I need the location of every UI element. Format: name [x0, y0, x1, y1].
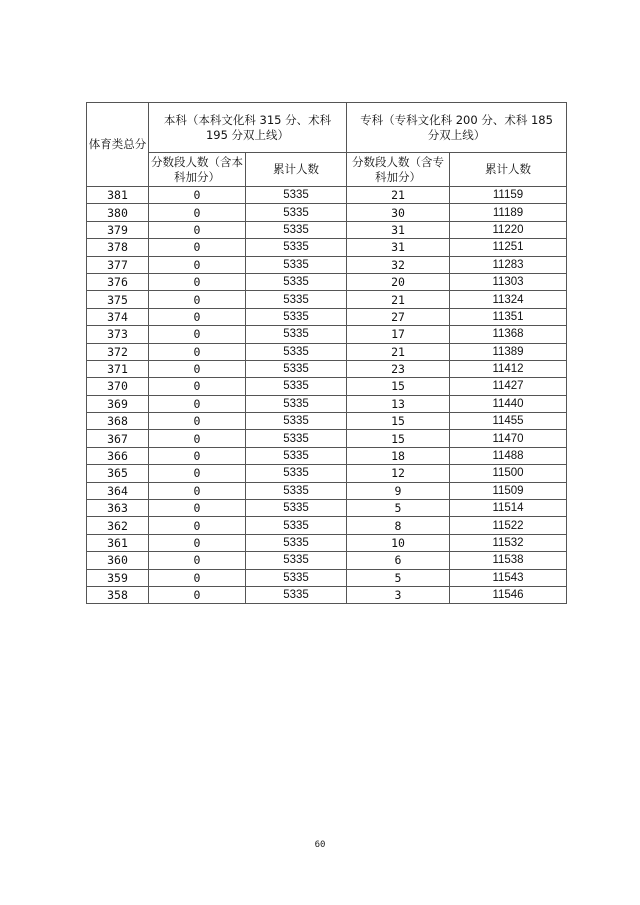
- zhuanke-cumulative-cell: 11189: [450, 204, 567, 221]
- benke-cumulative-cell: 5335: [246, 395, 347, 412]
- benke-group-header: [149, 103, 347, 153]
- benke-cumulative-cell: 5335: [246, 569, 347, 586]
- zhuanke-cumulative-cell: 11470: [450, 430, 567, 447]
- zhuanke-cumulative-cell: 11351: [450, 308, 567, 325]
- zhuanke-segment-cell: 21: [347, 187, 450, 204]
- table-row: [87, 239, 567, 256]
- zhuanke-cumulative-cell: 11522: [450, 517, 567, 534]
- table-row: [87, 343, 567, 360]
- score-cell: 373: [87, 326, 149, 343]
- zhuanke-segment-cell: 31: [347, 221, 450, 238]
- zhuanke-segment-header: [347, 153, 450, 187]
- zhuanke-segment-cell: 5: [347, 569, 450, 586]
- zhuanke-cumulative-cell: 11514: [450, 500, 567, 517]
- benke-segment-cell: 0: [149, 221, 246, 238]
- benke-cumulative-cell: 5335: [246, 552, 347, 569]
- benke-title-line1: 本科（本科文化科 315 分、术科: [163, 112, 332, 127]
- benke-segment-cell: 0: [149, 273, 246, 290]
- table-row: [87, 360, 567, 377]
- table-row: [87, 308, 567, 325]
- benke-segment-cell: 0: [149, 204, 246, 221]
- score-cell: 363: [87, 500, 149, 517]
- table-row: [87, 273, 567, 290]
- zhuanke-cumulative-cell: 11488: [450, 447, 567, 464]
- zhuanke-title-line1: 专科（专科文化科 200 分、术科 185: [360, 112, 553, 127]
- zhuanke-cumulative-header-label: 累计人数: [485, 162, 532, 176]
- zhuanke-cumulative-cell: 11532: [450, 534, 567, 551]
- table-header: [87, 103, 567, 187]
- zhuanke-segment-cell: 23: [347, 360, 450, 377]
- benke-cumulative-cell: 5335: [246, 465, 347, 482]
- table-row: [87, 413, 567, 430]
- table-row: [87, 552, 567, 569]
- table-row: [87, 204, 567, 221]
- score-cell: 362: [87, 517, 149, 534]
- table-row: [87, 517, 567, 534]
- zhuanke-segment-cell: 6: [347, 552, 450, 569]
- score-cell: 366: [87, 447, 149, 464]
- benke-cumulative-cell: 5335: [246, 204, 347, 221]
- benke-cumulative-cell: 5335: [246, 534, 347, 551]
- benke-segment-cell: 0: [149, 517, 246, 534]
- benke-cumulative-cell: 5335: [246, 482, 347, 499]
- benke-cumulative-header: [246, 153, 347, 187]
- benke-segment-cell: 0: [149, 430, 246, 447]
- benke-segment-cell: 0: [149, 569, 246, 586]
- score-cell: 375: [87, 291, 149, 308]
- benke-cumulative-cell: 5335: [246, 378, 347, 395]
- benke-segment-header: [149, 153, 246, 187]
- zhuanke-group-header: [347, 103, 567, 153]
- benke-cumulative-cell: 5335: [246, 517, 347, 534]
- benke-segment-cell: 0: [149, 326, 246, 343]
- benke-segment-cell: 0: [149, 534, 246, 551]
- page-number: 60: [314, 840, 326, 850]
- zhuanke-segment-cell: 5: [347, 500, 450, 517]
- score-cell: 377: [87, 256, 149, 273]
- zhuanke-cumulative-cell: 11427: [450, 378, 567, 395]
- score-cell: 367: [87, 430, 149, 447]
- total-score-header-label: 体育类总分: [88, 137, 147, 151]
- table-row: [87, 500, 567, 517]
- table-row: [87, 482, 567, 499]
- benke-cumulative-cell: 5335: [246, 360, 347, 377]
- zhuanke-cumulative-cell: 11251: [450, 239, 567, 256]
- benke-segment-cell: 0: [149, 256, 246, 273]
- zhuanke-cumulative-cell: 11368: [450, 326, 567, 343]
- zhuanke-cumulative-cell: 11303: [450, 273, 567, 290]
- table-row: [87, 465, 567, 482]
- zhuanke-segment-cell: 13: [347, 395, 450, 412]
- score-cell: 368: [87, 413, 149, 430]
- score-cell: 365: [87, 465, 149, 482]
- benke-cumulative-cell: 5335: [246, 413, 347, 430]
- table-row: [87, 447, 567, 464]
- zhuanke-cumulative-cell: 11283: [450, 256, 567, 273]
- zhuanke-segment-cell: 21: [347, 291, 450, 308]
- benke-cumulative-cell: 5335: [246, 308, 347, 325]
- benke-cumulative-cell: 5335: [246, 273, 347, 290]
- benke-segment-cell: 0: [149, 378, 246, 395]
- table-row: [87, 569, 567, 586]
- benke-cumulative-header-label: 累计人数: [273, 162, 319, 176]
- benke-segment-cell: 0: [149, 343, 246, 360]
- zhuanke-segment-cell: 15: [347, 378, 450, 395]
- benke-title-line2: 195 分双上线）: [205, 127, 290, 142]
- benke-segment-cell: 0: [149, 552, 246, 569]
- zhuanke-cumulative-cell: 11546: [450, 586, 567, 603]
- benke-segment-cell: 0: [149, 465, 246, 482]
- zhuanke-cumulative-header: [450, 153, 567, 187]
- benke-cumulative-cell: 5335: [246, 239, 347, 256]
- zhuanke-segment-cell: 10: [347, 534, 450, 551]
- zhuanke-segment-cell: 32: [347, 256, 450, 273]
- benke-cumulative-cell: 5335: [246, 586, 347, 603]
- table-row: [87, 221, 567, 238]
- score-cell: 374: [87, 308, 149, 325]
- zhuanke-cumulative-cell: 11440: [450, 395, 567, 412]
- score-cell: 379: [87, 221, 149, 238]
- zhuanke-segment-cell: 15: [347, 430, 450, 447]
- benke-segment-cell: 0: [149, 482, 246, 499]
- zhuanke-segment-cell: 3: [347, 586, 450, 603]
- zhuanke-cumulative-cell: 11543: [450, 569, 567, 586]
- benke-segment-cell: 0: [149, 395, 246, 412]
- score-cell: 361: [87, 534, 149, 551]
- benke-segment-cell: 0: [149, 239, 246, 256]
- zhuanke-cumulative-cell: 11220: [450, 221, 567, 238]
- zhuanke-segment-cell: 12: [347, 465, 450, 482]
- benke-segment-cell: 0: [149, 500, 246, 517]
- benke-cumulative-cell: 5335: [246, 291, 347, 308]
- score-cell: 359: [87, 569, 149, 586]
- zhuanke-segment-cell: 21: [347, 343, 450, 360]
- table-row: [87, 395, 567, 412]
- benke-segment-header-label: 分数段人数（含本科加分）: [151, 154, 243, 184]
- benke-cumulative-cell: 5335: [246, 256, 347, 273]
- score-cell: 358: [87, 586, 149, 603]
- zhuanke-cumulative-cell: 11455: [450, 413, 567, 430]
- score-cell: 360: [87, 552, 149, 569]
- benke-cumulative-cell: 5335: [246, 221, 347, 238]
- zhuanke-segment-cell: 9: [347, 482, 450, 499]
- zhuanke-segment-cell: 20: [347, 273, 450, 290]
- zhuanke-segment-cell: 15: [347, 413, 450, 430]
- zhuanke-segment-cell: 27: [347, 308, 450, 325]
- benke-segment-cell: 0: [149, 413, 246, 430]
- table-row: [87, 378, 567, 395]
- zhuanke-cumulative-cell: 11538: [450, 552, 567, 569]
- zhuanke-segment-cell: 30: [347, 204, 450, 221]
- benke-cumulative-cell: 5335: [246, 187, 347, 204]
- benke-segment-cell: 0: [149, 187, 246, 204]
- table-row: [87, 326, 567, 343]
- zhuanke-segment-cell: 8: [347, 517, 450, 534]
- benke-cumulative-cell: 5335: [246, 430, 347, 447]
- benke-segment-cell: 0: [149, 360, 246, 377]
- score-cell: 364: [87, 482, 149, 499]
- score-cell: 376: [87, 273, 149, 290]
- score-distribution-table: [86, 102, 567, 604]
- zhuanke-segment-cell: 18: [347, 447, 450, 464]
- table-row: [87, 256, 567, 273]
- benke-cumulative-cell: 5335: [246, 326, 347, 343]
- zhuanke-cumulative-cell: 11412: [450, 360, 567, 377]
- benke-cumulative-cell: 5335: [246, 447, 347, 464]
- score-cell: 378: [87, 239, 149, 256]
- benke-segment-cell: 0: [149, 447, 246, 464]
- score-cell: 370: [87, 378, 149, 395]
- zhuanke-title-line2: 分双上线）: [427, 127, 486, 142]
- table-row: [87, 187, 567, 204]
- score-cell: 371: [87, 360, 149, 377]
- table-row: [87, 534, 567, 551]
- score-cell: 380: [87, 204, 149, 221]
- table-row: [87, 430, 567, 447]
- zhuanke-segment-header-label: 分数段人数（含专科加分）: [352, 154, 445, 184]
- zhuanke-segment-cell: 31: [347, 239, 450, 256]
- total-score-header: [87, 103, 149, 187]
- zhuanke-cumulative-cell: 11159: [450, 187, 567, 204]
- benke-segment-cell: 0: [149, 308, 246, 325]
- score-cell: 369: [87, 395, 149, 412]
- benke-segment-cell: 0: [149, 586, 246, 603]
- zhuanke-cumulative-cell: 11500: [450, 465, 567, 482]
- zhuanke-cumulative-cell: 11509: [450, 482, 567, 499]
- benke-cumulative-cell: 5335: [246, 343, 347, 360]
- table-body: [87, 187, 567, 604]
- table-row: [87, 586, 567, 603]
- table-row: [87, 291, 567, 308]
- zhuanke-cumulative-cell: 11324: [450, 291, 567, 308]
- zhuanke-segment-cell: 17: [347, 326, 450, 343]
- score-cell: 372: [87, 343, 149, 360]
- benke-cumulative-cell: 5335: [246, 500, 347, 517]
- zhuanke-cumulative-cell: 11389: [450, 343, 567, 360]
- score-cell: 381: [87, 187, 149, 204]
- benke-segment-cell: 0: [149, 291, 246, 308]
